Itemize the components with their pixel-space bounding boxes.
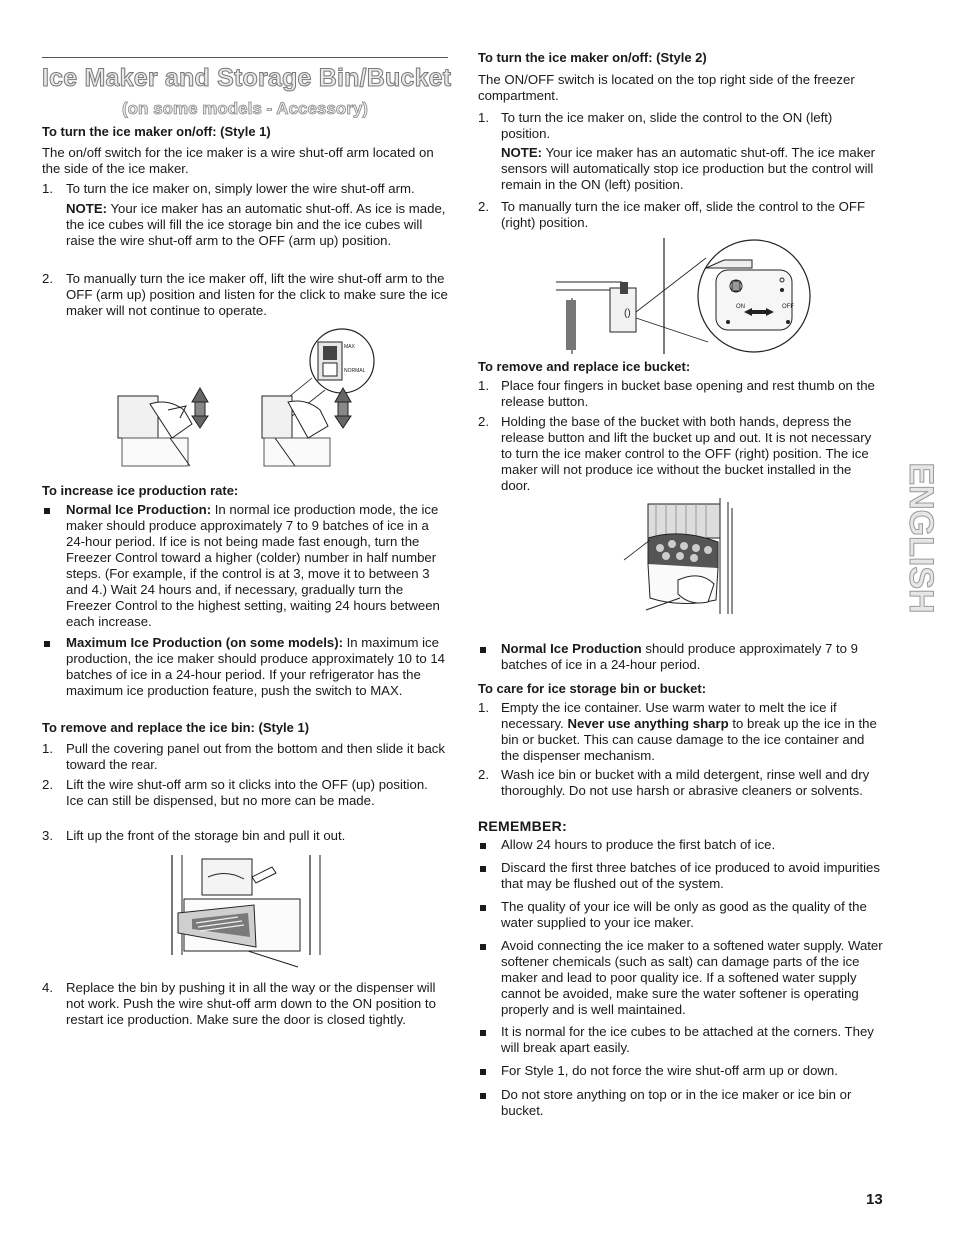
care-item-num: 2. [478,767,489,782]
style1-item-num: 2. [42,271,53,286]
normal-label: NORMAL [344,368,366,374]
bullet [480,1093,486,1099]
care-item-num: 1. [478,700,489,715]
side-tab-label: ENGLISH [902,462,941,614]
remember-item: The quality of your ice will be only as good as the quality of the water supplied to your ice maker. [501,899,867,930]
max-label: MAX [344,344,355,350]
remove-bin-figure [168,855,328,973]
bullet [480,866,486,872]
bullet [480,1069,486,1075]
style2-heading: To turn the ice maker on/off: (Style 2) [478,50,707,65]
remember-item: Discard the first three batches of ice produced to avoid impurities that may be flushed out of the system. [501,860,880,891]
style2-item-num: 1. [478,110,489,125]
bin-item-num: 2. [42,777,53,792]
remember-item: It is normal for the ice cubes to be attached at the corners. They will break apart easily. [501,1024,874,1055]
on-label: ON [736,304,745,310]
bin-item-num: 1. [42,741,53,756]
bucket-item-text: Place four fingers in bucket base opening and rest thumb on the release button. [501,378,875,409]
bullet [480,944,486,950]
page-title: Ice Maker and Storage Bin/Bucket [42,64,452,92]
bucket-item-num: 1. [478,378,489,393]
bullet [480,905,486,911]
bucket-item-text: Holding the base of the bucket with both hands, depress the release button and lift the bucket up and out. It is not necessary to turn the ice maker control to the OFF (right) position. The ice maker will not produce ice without the bucket installed in the door. [501,414,872,493]
page-subtitle: (on some models - Accessory) [122,99,368,118]
style2-note: NOTE: Your ice maker has an automatic shut-off. The ice maker sensors will automatically stop ice production but the control will remain in the ON (left) position. [501,145,876,192]
style1-note: NOTE: Your ice maker has an automatic shut-off. As ice is made, the ice cubes will fill the ice storage bin and the ice cubes will raise the wire shut-off arm to the OFF (arm up) position. [66,201,446,248]
remember-item: Avoid connecting the ice maker to a softened water supply. Water softener chemicals (such as salt) can damage parts of the ice maker and lead to poor quality ice. If a softened water supply cannot be avoided, make sure the water softener is operating properly and is well maintained. [501,938,883,1017]
bin-item-text: Lift up the front of the storage bin and pull it out. [66,828,346,843]
bullet [44,508,50,514]
maximum-production-item: Maximum Ice Production (on some models): In maximum ice production, the ice maker should produce approximately 10 to 14 batches of ice in a 24-hour period. If your refrigerator has the maximum ice production feature, push the switch to MAX. [66,635,445,698]
style2-intro: The ON/OFF switch is located on the top right side of the freezer compartment. [478,72,855,103]
header-rule [42,57,448,58]
bin-item-text: Replace the bin by pushing it in all the way or the dispenser will not work. Push the wire shut-off arm down to the ON position to restart ice production. Make sure the door is closed tightly. [66,980,436,1027]
normal-production-note: Normal Ice Production should produce approximately 7 to 9 batches of ice in a 24-hour period. [501,641,858,672]
bullet [480,843,486,849]
remember-item: Do not store anything on top or in the ice maker or ice bin or bucket. [501,1087,852,1118]
remember-item: Allow 24 hours to produce the first batch of ice. [501,837,776,852]
care-heading: To care for ice storage bin or bucket: [478,681,707,696]
style1-item-text: To manually turn the ice maker off, lift the wire shut-off arm to the OFF (arm up) position and listen for the click to make sure the ice maker will not continue to operate. [66,271,448,318]
bin-item-text: Pull the covering panel out from the bottom and then slide it back toward the rear. [66,741,445,772]
bullet [480,1030,486,1036]
care-item-text: Wash ice bin or bucket with a mild detergent, rinse well and dry thoroughly. Do not use harsh or abrasive cleaners or solvents. [501,767,870,798]
style1-item-num: 1. [42,181,53,196]
style2-item-num: 2. [478,199,489,214]
style1-intro: The on/off switch for the ice maker is a wire shut-off arm located on the side of the ice maker. [42,145,434,176]
svg-text:(): () [624,308,631,319]
bin-heading: To remove and replace the ice bin: (Style 1) [42,720,310,735]
style1-item-text: To turn the ice maker on, simply lower the wire shut-off arm. [66,181,415,196]
page-number: 13 [866,1191,883,1208]
bullet [44,641,50,647]
bin-item-text: Lift the wire shut-off arm so it clicks into the OFF (up) position. Ice can still be dispensed, but no more can be made. [66,777,428,808]
style1-heading: To turn the ice maker on/off: (Style 1) [42,124,271,139]
style2-item-text: To turn the ice maker on, slide the control to the ON (left) position. [501,110,833,141]
bin-item-num: 4. [42,980,53,995]
ice-maker-switch-figure [110,328,380,470]
bin-item-num: 3. [42,828,53,843]
bullet [480,647,486,653]
on-off-switch-figure [556,238,816,356]
off-label: OFF [782,304,794,310]
care-item-text: Empty the ice container. Use warm water to melt the ice if necessary. Never use anything sharp to break up the ice in the bin or bucket. This can cause damage to the ice container and the dispenser mechanism. [501,700,877,763]
remember-heading: REMEMBER: [478,818,568,834]
bucket-item-num: 2. [478,414,489,429]
normal-production-item: Normal Ice Production: In normal ice production mode, the ice maker should produce approximately 7 to 9 batches of ice in a 24-hour period. If ice is not being made fast enough, turn the Freezer Control toward a higher (colder) number in half number steps. (For example, if the control is at 3, move it to between 3 and 4.) Wait 24 hours and, if necessary, gradually turn the Freezer Control to the highest setting, waiting 24 hours between each increase. [66,502,440,629]
language-side-tab [902,448,941,628]
increase-heading: To increase ice production rate: [42,483,239,498]
ice-bucket-figure [620,498,738,616]
style2-item-text: To manually turn the ice maker off, slide the control to the OFF (right) position. [501,199,866,230]
bucket-heading: To remove and replace ice bucket: [478,359,691,374]
remember-item: For Style 1, do not force the wire shut-off arm up or down. [501,1063,838,1078]
